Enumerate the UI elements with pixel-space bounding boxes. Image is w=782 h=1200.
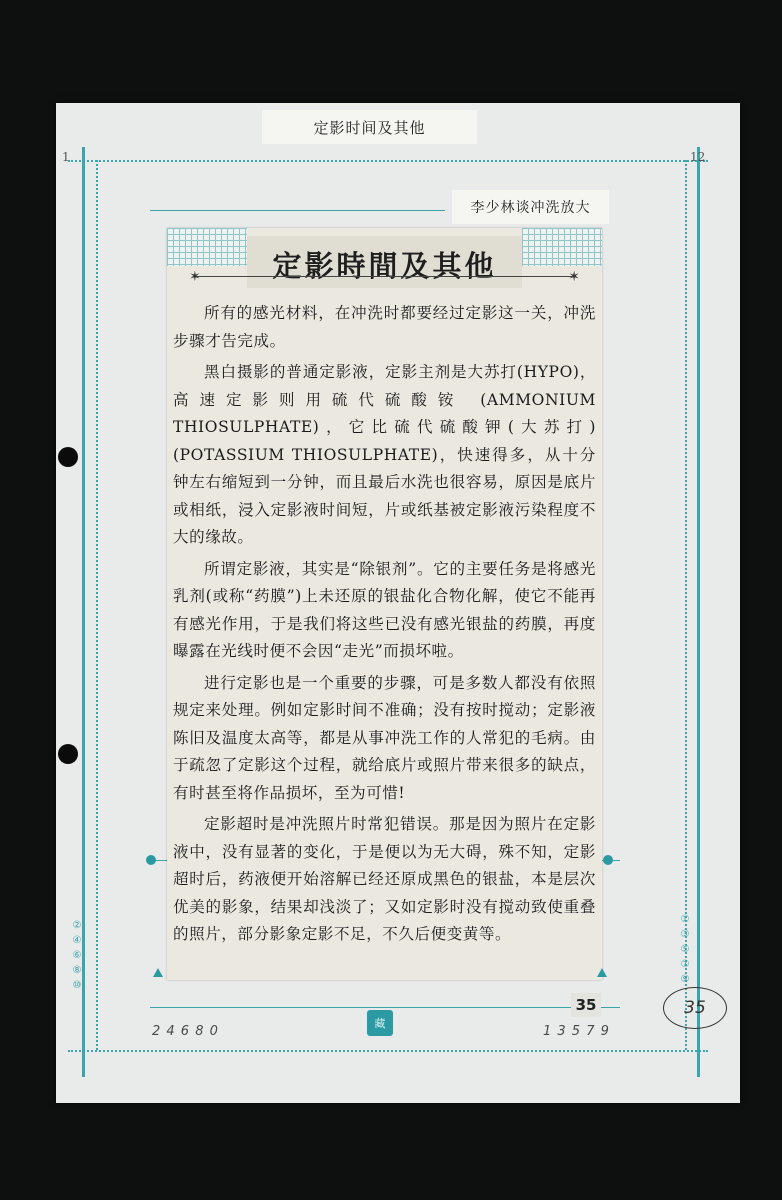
- title-box: [247, 236, 522, 288]
- title-rule: [197, 276, 572, 277]
- paragraph: 定影超时是冲洗照片时常犯错误。那是因为照片在定影液中，没有显著的变化，于是便以为无大碍，殊不知，定影超时后，药液便开始溶解已经还原成黑色的银盐，本是层次优美的影象，结果却浅淡了；又如定影时没有搅动致使重叠的照片，部分影象定影不足，不久后便变黄等。: [173, 815, 596, 943]
- margin-number: ⑤: [680, 944, 690, 955]
- page-number: 35: [571, 993, 601, 1017]
- margin-number: ⑧: [72, 965, 82, 976]
- triangle-marker-icon: [153, 968, 163, 977]
- margin-number: ⑦: [680, 959, 690, 970]
- handwritten-even-numbers: 2 4 6 8 0: [152, 1024, 219, 1039]
- guide-line-top: [150, 210, 445, 211]
- frame-dotted-top: [68, 160, 708, 162]
- margin-number: ③: [680, 929, 690, 940]
- margin-number: ⑥: [72, 950, 82, 961]
- star-ornament-icon: ✶: [189, 269, 201, 285]
- grid-pattern-right: [522, 228, 602, 266]
- frame-line-right: [697, 147, 700, 1077]
- paragraph: 所谓定影液，其实是“除银剂”。它的主要任务是将感光乳剂(或称“药膜”)上未还原的银盐化合物化解，使它不能再有感光作用，于是我们将这些已没有感光银盐的药膜，再度曝露在光线时便不会因“走光”而损坏啦。: [173, 559, 596, 660]
- corner-number-left: 1: [62, 150, 70, 164]
- paragraph: 所有的感光材料，在冲洗时都要经过定影这一关，冲洗步骤才告完成。: [173, 304, 596, 350]
- corner-number-right: 12: [690, 150, 706, 164]
- margin-number: ④: [72, 935, 82, 946]
- binder-hole: [58, 744, 78, 764]
- collector-seal-stamp: 藏: [367, 1010, 393, 1036]
- series-label: 李少林谈冲洗放大: [452, 190, 609, 224]
- star-ornament-icon: ✶: [568, 269, 580, 285]
- binder-hole: [58, 447, 78, 467]
- margin-number: ⑩: [72, 980, 82, 991]
- frame-dotted-bottom: [68, 1050, 708, 1052]
- circled-page-note: 35: [663, 987, 727, 1029]
- triangle-marker-icon: [597, 968, 607, 977]
- paragraph: 黑白摄影的普通定影液，定影主剂是大苏打(HYPO)，高速定影则用硫代硫酸铵 (AMMONIUM THIOSULPHATE)，它比硫代硫酸钾(大苏打)(POTASSIUM THIOSULPHATE)，快速得多，从十分钟左右缩短到一分钟，而且最后水洗也很容易，原因是底片或相纸，浸入定影液时间短，片或纸基被定影液污染程度不大的缘故。: [173, 363, 596, 546]
- paragraph: 进行定影也是一个重要的步骤，可是多数人都没有依照规定来处理。例如定影时间不准确；没有按时搅动；定影液陈旧及温度太高等，都是从事冲洗工作的人常犯的毛病。由于疏忽了定影这个过程，就给底片或照片带来很多的缺点，有时甚至将作品损坏，至为可惜!: [173, 673, 596, 802]
- top-title-label: 定影时间及其他: [262, 110, 477, 144]
- right-margin-numbers: [678, 912, 692, 987]
- article-body: [167, 300, 602, 953]
- newspaper-clipping: [167, 228, 602, 980]
- left-margin-numbers: [70, 918, 84, 993]
- guide-line-bottom: [150, 1007, 620, 1008]
- frame-dotted-left: [96, 160, 98, 1050]
- article-title: 定影時間及其他: [272, 249, 497, 283]
- margin-number: ⑨: [680, 974, 690, 985]
- margin-number: ②: [72, 920, 82, 931]
- registration-mark-right: [603, 855, 613, 865]
- grid-pattern-left: [167, 228, 247, 266]
- handwritten-odd-numbers: 1 3 5 7 9: [543, 1024, 610, 1039]
- margin-number: ①: [680, 914, 690, 925]
- registration-mark-left: [146, 855, 156, 865]
